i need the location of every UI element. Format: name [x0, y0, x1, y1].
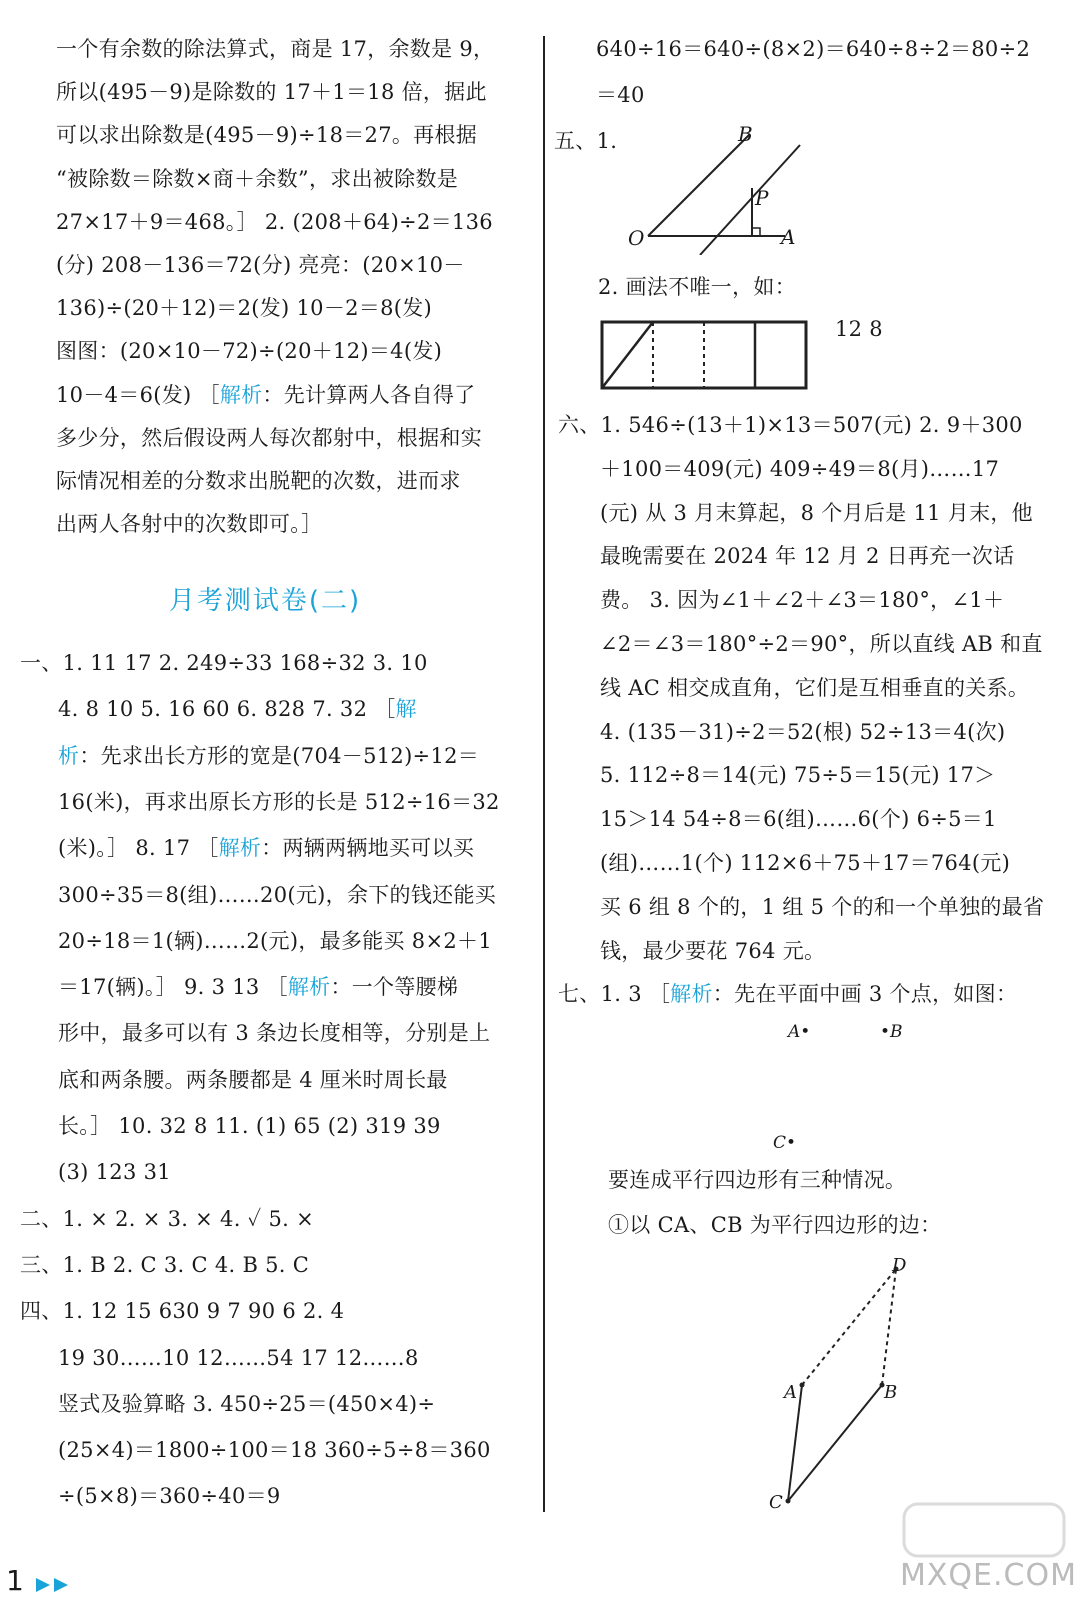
text-line	[58, 741, 479, 771]
column-divider	[543, 36, 545, 1512]
line-text: 4. (135－31)÷2＝52(根) 52÷13＝4(次)	[600, 719, 1006, 744]
line-text: 出两人各射中的次数即可。］	[56, 512, 323, 537]
line-text: ＝40	[596, 83, 645, 107]
text-line	[20, 1250, 309, 1280]
line-text: 底和两条腰。两条腰都是 4 厘米时周长最	[58, 1067, 448, 1092]
line-text: 二、1. × 2. × 3. × 4. ✓ 5. ×	[20, 1206, 314, 1231]
line-text: 要连成平行四边形有三种情况。	[608, 1168, 907, 1192]
dashed-bd	[882, 1269, 896, 1385]
text-line	[58, 787, 500, 817]
text-line	[558, 979, 1017, 1009]
watermark-text: MXQE.COM	[900, 1558, 1077, 1593]
text-line	[58, 1389, 435, 1419]
text-line	[608, 1210, 941, 1240]
text-line	[58, 1435, 491, 1465]
line-text: 20÷18＝1(辆)……2(元)，最多能买 8×2＋1	[58, 928, 492, 953]
line-text: 一、1. 11 17 2. 249÷33 168÷32 3. 10	[20, 651, 428, 675]
line-text: 5. 112÷8＝14(元) 75÷5＝15(元) 17＞	[600, 763, 996, 788]
line-text: 线 AC 相交成直角，它们是互相垂直的关系。	[600, 675, 1030, 700]
label-b2: B	[884, 1382, 898, 1403]
analysis-tag: 解析	[287, 975, 331, 1000]
analysis-tag: 解析	[218, 836, 262, 861]
line-text: 4. 8 10 5. 16 60 6. 828 7. 32 ［	[58, 697, 396, 722]
line-text: ＝17(辆)。］ 9. 3 13 ［	[58, 975, 288, 1000]
line-text: 费。 3. 因为∠1＋∠2＋∠3＝180°，∠1＋	[600, 588, 1005, 613]
text-line	[58, 1018, 490, 1048]
text-line	[56, 77, 487, 107]
text-line	[56, 380, 475, 410]
text-line	[56, 509, 322, 539]
text-line	[608, 1165, 906, 1195]
line-text: 多少分，然后假设两人每次都射中，根据和实	[56, 425, 482, 450]
line-text: 图图：(20×10－72)÷(20＋12)＝4(发)	[56, 339, 443, 364]
line-text: (组)……1(个) 112×6＋75＋17＝764(元)	[600, 851, 1011, 875]
text-line	[600, 498, 1033, 528]
point-c: C•	[773, 1133, 797, 1153]
text-line	[20, 1204, 314, 1234]
point-b: •B	[880, 1022, 903, 1042]
line-text: 竖式及验算略 3. 450÷25＝(450×4)÷	[58, 1391, 436, 1416]
text-line	[596, 34, 1030, 64]
label-a: A	[781, 225, 796, 249]
text-line	[600, 804, 997, 834]
label-a2: A	[784, 1382, 797, 1403]
text-line	[20, 1296, 344, 1326]
next-arrows-icon	[36, 1576, 76, 1594]
text-line	[58, 1343, 419, 1373]
line-text: (25×4)＝1800÷100＝18 360÷5÷8＝360	[58, 1438, 491, 1463]
line-text: 钱，最少要花 764 元。	[600, 938, 826, 963]
text-line	[600, 454, 999, 484]
line-text: 七、1. 3 ［	[558, 982, 671, 1007]
line-text: (米)。］ 8. 17 ［	[58, 836, 219, 861]
diagonal	[602, 322, 653, 388]
line-text: 19 30……10 12……54 17 12……8	[58, 1345, 419, 1370]
label-b: B	[738, 122, 753, 146]
text-line	[56, 34, 494, 64]
line-text: 五、1.	[554, 129, 618, 153]
text-line	[58, 926, 492, 956]
page-number: 1	[6, 1564, 24, 1597]
text-line	[600, 848, 1010, 878]
line-text: 300÷35＝8(组)……20(元)，余下的钱还能买	[58, 882, 497, 907]
line-text: ＋100＝409(元) 409÷49＝8(月)……17	[600, 456, 1000, 481]
rectangle-side-values: 12 8	[835, 317, 883, 341]
label-o: O	[628, 226, 645, 250]
line-text: 一个有余数的除法算式，商是 17，余数是 9，	[56, 37, 495, 61]
ray-ob	[648, 134, 750, 236]
section-title: 月考测试卷(二)	[168, 586, 362, 616]
line-text: 10－4＝6(发) ［	[56, 382, 220, 407]
figure-rectangle	[598, 318, 810, 392]
line-text: (元) 从 3 月末算起，8 个月后是 11 月末，他	[600, 500, 1033, 525]
text-line	[600, 585, 1004, 615]
answer-5-2: 2. 画法不唯一，如：	[598, 275, 797, 299]
line-text: 四、1. 12 15 630 9 7 90 6 2. 4	[20, 1299, 345, 1324]
line-text: (分) 208－136＝72(分) 亮亮：(20×10－	[56, 253, 465, 277]
text-line	[600, 936, 825, 966]
watermark-logo-icon	[900, 1500, 1070, 1560]
text-line	[600, 760, 995, 790]
analysis-tag: 解	[395, 697, 417, 722]
line-text: ：两辆两辆地买可以买	[261, 836, 475, 861]
text-line	[600, 892, 1044, 922]
text-line	[56, 120, 477, 150]
text-line	[56, 466, 461, 496]
line-text: 所以(495－9)是除数的 17＋1＝18 倍，据此	[56, 80, 487, 105]
text-line	[554, 126, 617, 156]
line-text: 15＞14 54÷8＝6(组)……6(个) 6÷5＝1	[600, 807, 997, 832]
text-line	[58, 833, 474, 863]
line-text: “被除数＝除数×商＋余数”，求出被除数是	[56, 166, 459, 191]
analysis-tag: 解析	[219, 382, 263, 407]
analysis-tag: 析	[58, 743, 80, 768]
label-c2: C	[769, 1492, 783, 1513]
text-line	[56, 423, 482, 453]
label-p: P	[755, 186, 769, 210]
text-line	[58, 694, 417, 724]
line-text: 六、1. 546÷(13＋1)×13＝507(元) 2. 9＋300	[558, 413, 1023, 437]
text-line	[58, 1481, 281, 1511]
text-line	[20, 648, 428, 678]
line-text: 可以求出除数是(495－9)÷18＝27。再根据	[56, 123, 478, 148]
text-line	[600, 673, 1029, 703]
analysis-tag: 解析	[670, 982, 713, 1007]
line-text: ∠2＝∠3＝180°÷2＝90°，所以直线 AB 和直	[600, 632, 1043, 656]
label-d: D	[892, 1255, 907, 1276]
line-text: 三、1. B 2. C 3. C 4. B 5. C	[20, 1252, 310, 1277]
text-line	[56, 293, 432, 323]
line-text: 最晚需要在 2024 年 12 月 2 日再充一次话	[600, 544, 1015, 569]
text-line	[58, 880, 496, 910]
line-text: ：先求出长方形的宽是(704－512)÷12＝	[79, 743, 480, 768]
line-text: 640÷16＝640÷(8×2)＝640÷8÷2＝80÷2	[596, 37, 1031, 61]
vertex-c	[786, 1499, 791, 1504]
line-text: ：先计算两人各自得了	[262, 382, 476, 407]
text-line	[600, 629, 1043, 659]
text-line	[58, 1157, 171, 1187]
line-text: 买 6 组 8 个的，1 组 5 个的和一个单独的最省	[600, 894, 1045, 919]
line-text: ÷(5×8)＝360÷40＝9	[58, 1484, 281, 1509]
side-cb	[788, 1385, 882, 1501]
text-line	[58, 972, 458, 1002]
line-text: 27×17＋9＝468。］ 2. (208＋64)÷2＝136	[56, 209, 493, 234]
line-text: ①以 CA、CB 为平行四边形的边：	[608, 1213, 942, 1237]
line-text: 16(米)，再求出原长方形的长是 512÷16＝32	[58, 789, 500, 814]
text-line	[600, 541, 1014, 571]
dashed-ad	[802, 1269, 896, 1385]
right-angle-mark	[752, 228, 760, 236]
text-line	[56, 250, 465, 280]
text-line	[56, 336, 442, 366]
point-a: A•	[788, 1022, 811, 1042]
vertex-a	[800, 1383, 805, 1388]
line-text: 长。］ 10. 32 8 11. (1) 65 (2) 319 39	[58, 1114, 441, 1138]
line-text: ：一个等腰梯	[330, 975, 459, 1000]
line-text: (3) 123 31	[58, 1160, 171, 1185]
text-line	[596, 80, 645, 110]
text-line	[558, 410, 1023, 440]
text-line	[600, 717, 1005, 747]
text-line	[58, 1065, 448, 1095]
line-text: 形中，最多可以有 3 条边长度相等，分别是上	[58, 1021, 491, 1046]
line-text: 际情况相差的分数求出脱靶的次数，进而求	[56, 469, 461, 493]
text-line	[56, 207, 493, 237]
text-line	[58, 1111, 441, 1141]
line-text: 136)÷(20＋12)＝2(发) 10－2＝8(发)	[56, 296, 433, 321]
text-line	[56, 164, 458, 194]
line-text: ：先在平面中画 3 个点，如图：	[712, 982, 1018, 1007]
